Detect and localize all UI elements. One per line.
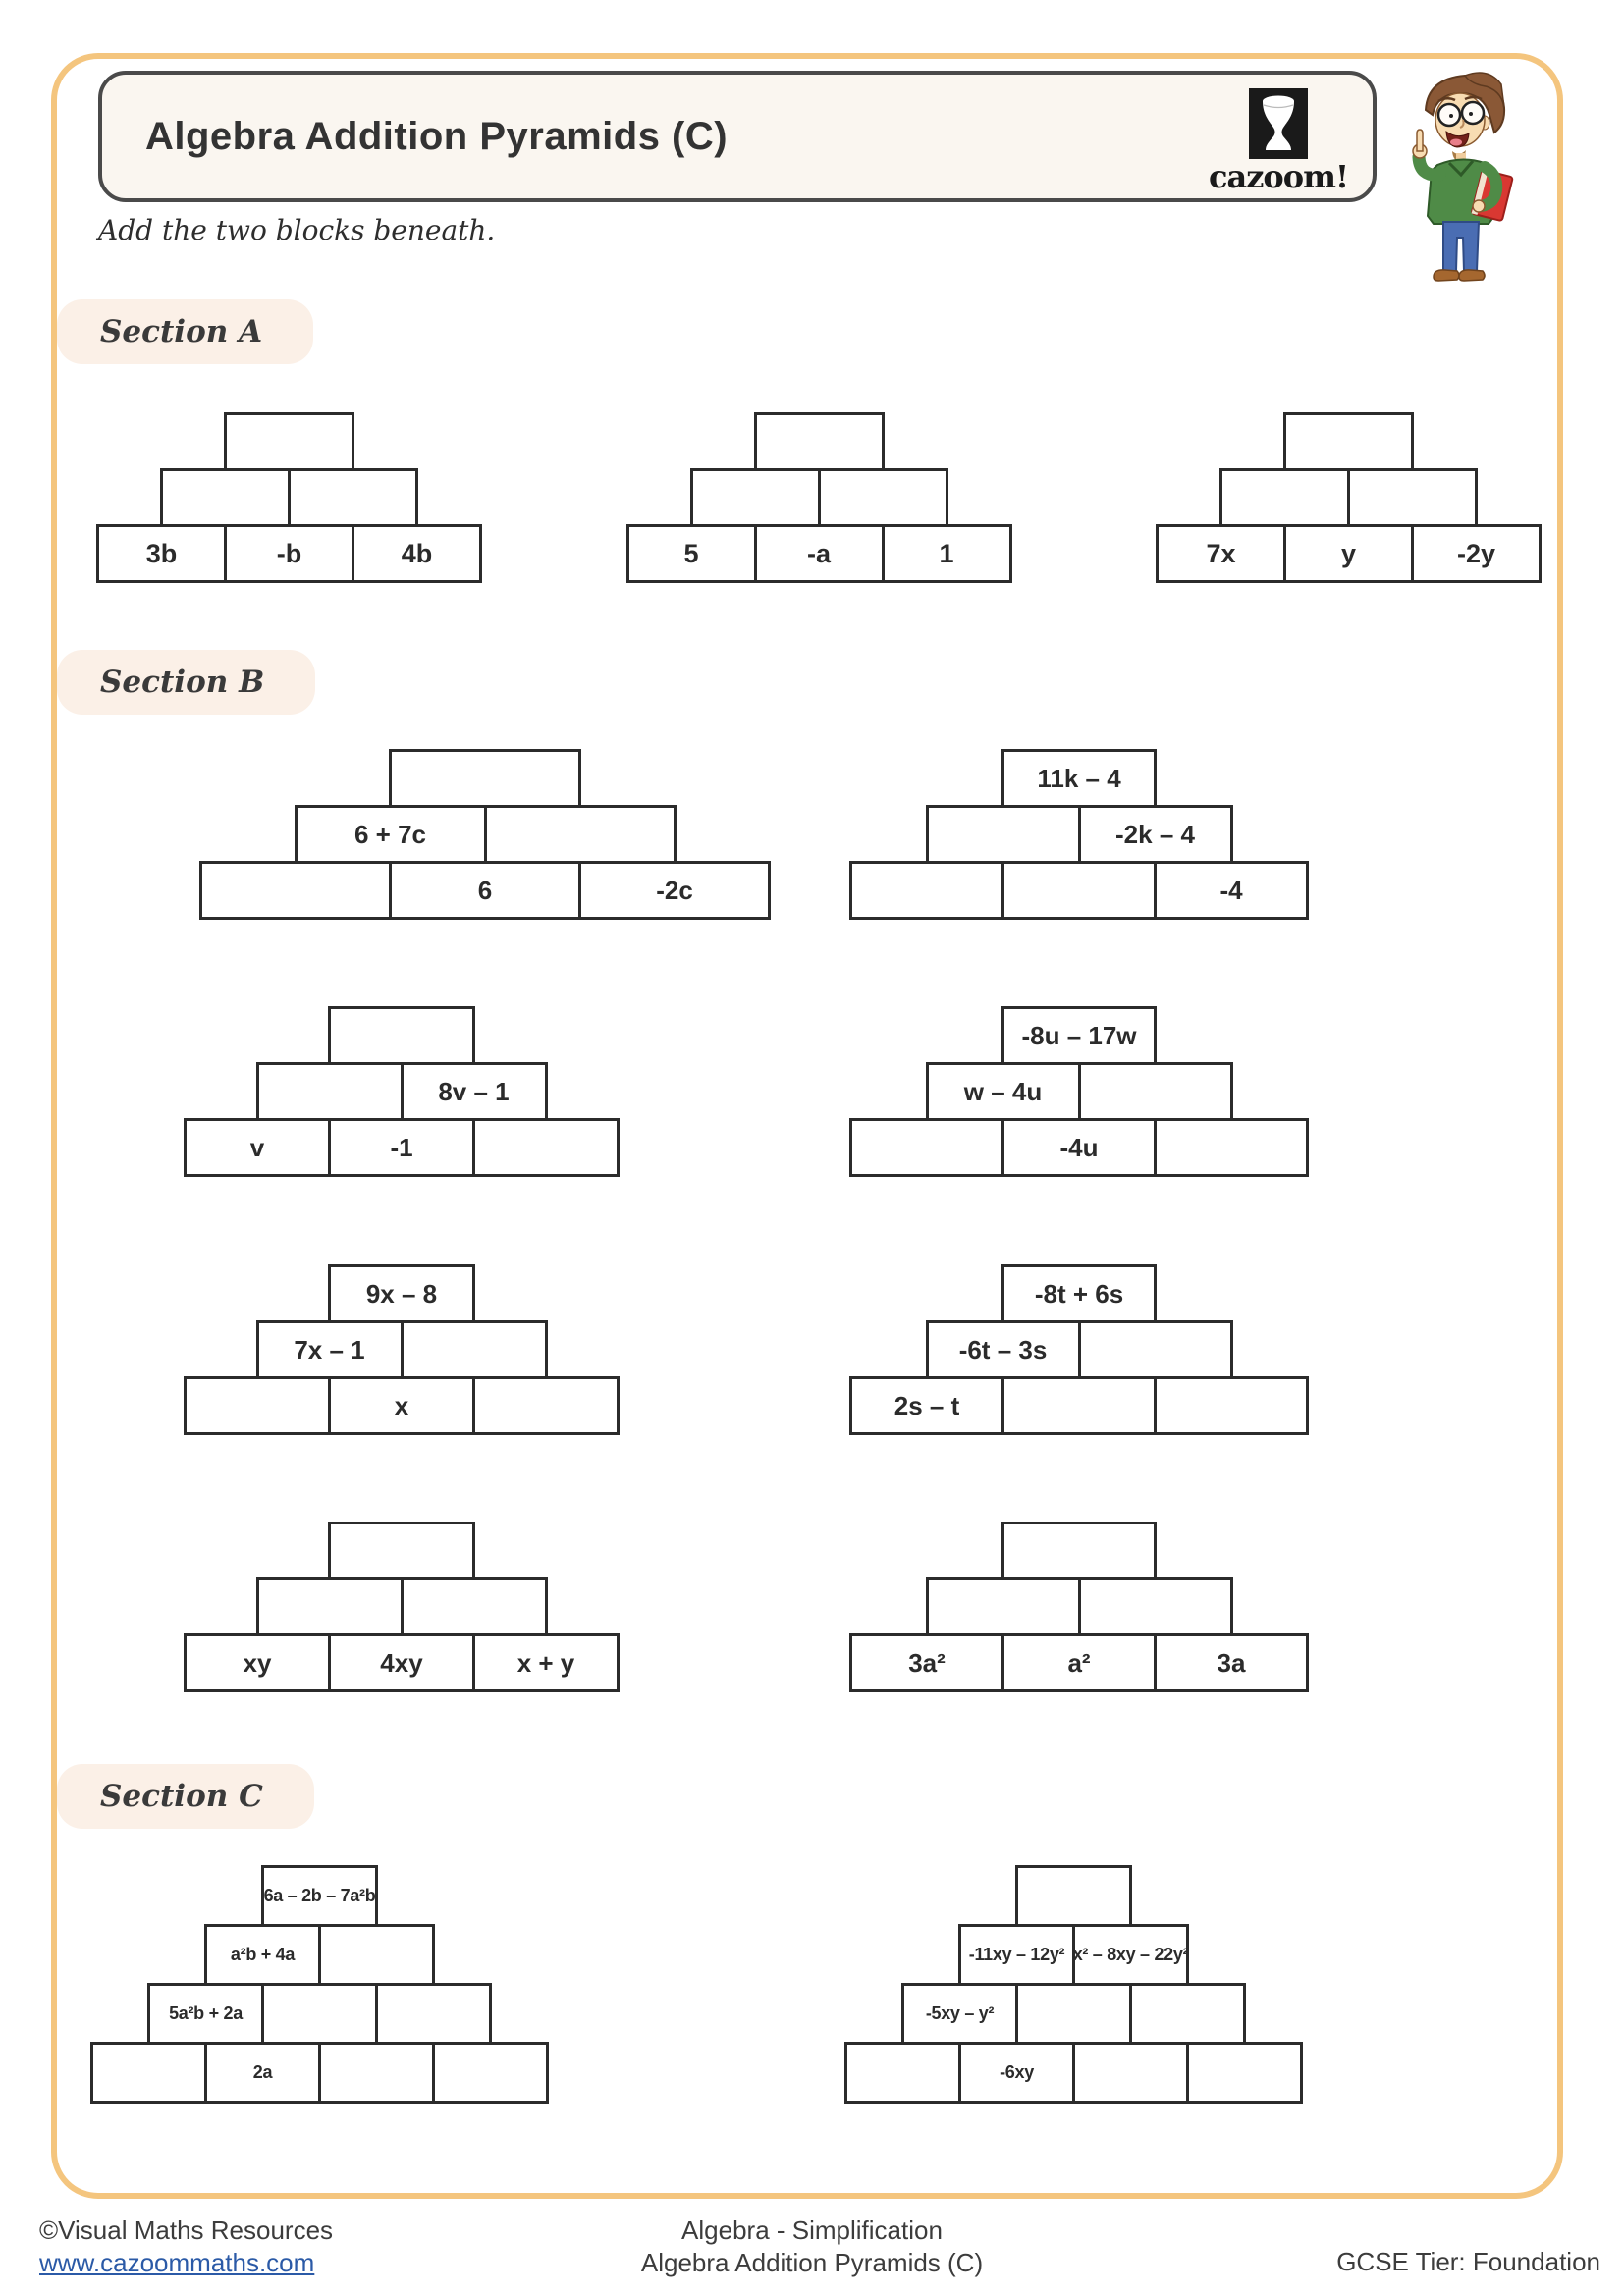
pyramid-row: [901, 1983, 1246, 2045]
pyramid-cell-empty: [401, 1577, 548, 1636]
pyramid-row: [224, 412, 354, 471]
pyramid-row: [849, 1376, 1309, 1435]
pyramid-row: [1001, 749, 1157, 808]
pyramid-row: [184, 1633, 620, 1692]
pyramid-cell-filled: -8t + 6s: [1001, 1264, 1157, 1323]
pyramid-cell-empty: [256, 1577, 404, 1636]
pyramid-row: [1001, 1006, 1157, 1065]
pyramid-row: [328, 1264, 475, 1323]
pyramid-cell-empty: [318, 1924, 435, 1986]
pyramid-row: [328, 1522, 475, 1580]
pyramid-row: [754, 412, 885, 471]
pyramid-cell-filled: -5xy – y²: [901, 1983, 1018, 2045]
pyramid-cell-filled: 2s – t: [849, 1376, 1004, 1435]
pyramid-row: [1156, 524, 1542, 583]
pyramid-cell-filled: 6 + 7c: [295, 805, 487, 864]
pyramid-a3: [1156, 412, 1542, 583]
pyramid-row: [184, 1376, 620, 1435]
pyramid-cell-empty: [432, 2042, 549, 2104]
pyramid-cell-filled: -1: [328, 1118, 475, 1177]
pyramid-cell-empty: [90, 2042, 207, 2104]
pyramid-cell-filled: -6xy: [958, 2042, 1075, 2104]
pyramid-row: [849, 1118, 1309, 1177]
pyramid-cell-empty: [328, 1006, 475, 1065]
pyramid-cell-empty: [1001, 1522, 1157, 1580]
section-b-row-4: [0, 1522, 1624, 1692]
pyramid-cell-filled: a²b + 4a: [204, 1924, 321, 1986]
pyramid-cell-filled: -6t – 3s: [926, 1320, 1081, 1379]
section-c-pyramids: [0, 1865, 1624, 2104]
pyramid-row: [1219, 468, 1478, 527]
pyramid-cell-empty: [1015, 1865, 1132, 1927]
pyramid-row: [1015, 1865, 1132, 1927]
pyramid-row: [926, 1320, 1233, 1379]
pyramid-cell-filled: 6: [389, 861, 581, 920]
pyramid-cell-empty: [1186, 2042, 1303, 2104]
pyramid-row: [147, 1983, 492, 2045]
pyramid-cell-filled: -b: [224, 524, 354, 583]
pyramid-b2: [849, 749, 1309, 920]
pyramid-row: [256, 1062, 548, 1121]
pyramid-c2: [844, 1865, 1303, 2104]
pyramid-cell-empty: [1347, 468, 1478, 527]
pyramid-cell-empty: [1154, 1118, 1309, 1177]
pyramid-cell-empty: [261, 1983, 378, 2045]
pyramid-cell-filled: x + y: [472, 1633, 620, 1692]
pyramid-cell-empty: [1129, 1983, 1246, 2045]
pyramid-row: [256, 1320, 548, 1379]
pyramid-a1: [96, 412, 482, 583]
pyramid-row: [926, 1062, 1233, 1121]
pyramid-row: [1001, 1264, 1157, 1323]
pyramid-row: [261, 1865, 378, 1927]
pyramid-b7: [184, 1522, 620, 1692]
instruction-text: Add the two blocks beneath.: [98, 214, 496, 246]
pyramid-cell-filled: -4u: [1001, 1118, 1157, 1177]
pyramid-b6: [849, 1264, 1309, 1435]
djembe-drum-icon: [1249, 88, 1308, 159]
worksheet-name-text: Algebra Addition Pyramids (C): [640, 2248, 984, 2277]
pyramid-cell-filled: -4: [1154, 861, 1309, 920]
cazoom-logo: [1209, 88, 1348, 195]
pyramid-row: [90, 2042, 549, 2104]
pyramid-cell-empty: [849, 1118, 1004, 1177]
pyramid-cell-empty: [844, 2042, 961, 2104]
section-a-label: Section A: [100, 314, 263, 349]
pyramid-row: [96, 524, 482, 583]
pyramid-cell-empty: [472, 1118, 620, 1177]
pyramid-cell-empty: [754, 412, 885, 471]
pyramid-row: [1001, 1522, 1157, 1580]
pyramid-b5: [184, 1264, 620, 1435]
pyramid-cell-empty: [1072, 2042, 1189, 2104]
pyramid-row: [844, 2042, 1303, 2104]
pyramid-cell-filled: 2a: [204, 2042, 321, 2104]
pyramid-cell-filled: w – 4u: [926, 1062, 1081, 1121]
pyramid-cell-empty: [472, 1376, 620, 1435]
pyramid-cell-empty: [199, 861, 392, 920]
pyramid-cell-empty: [849, 861, 1004, 920]
pyramid-cell-empty: [256, 1062, 404, 1121]
pyramid-row: [849, 861, 1309, 920]
pyramid-cell-empty: [318, 2042, 435, 2104]
pyramid-cell-empty: [926, 1577, 1081, 1636]
pyramid-cell-empty: [1154, 1376, 1309, 1435]
pyramid-cell-empty: [1078, 1062, 1233, 1121]
section-b-banner: [57, 650, 315, 715]
pyramid-cell-filled: -2y: [1411, 524, 1542, 583]
section-b-row-1: [0, 749, 1624, 920]
section-c-label: Section C: [100, 1779, 263, 1814]
website-link[interactable]: www.cazoommaths.com: [39, 2248, 315, 2277]
pyramid-cell-filled: 9x – 8: [328, 1264, 475, 1323]
pyramid-cell-empty: [690, 468, 821, 527]
pyramid-cell-empty: [484, 805, 677, 864]
pyramid-cell-empty: [1001, 1376, 1157, 1435]
pyramid-a2: [626, 412, 1012, 583]
pyramid-row: [204, 1924, 435, 1986]
pyramid-cell-filled: 5: [626, 524, 757, 583]
pyramid-cell-empty: [401, 1320, 548, 1379]
pyramid-row: [389, 749, 581, 808]
section-a-pyramids: [0, 412, 1624, 583]
pyramid-cell-empty: [1001, 861, 1157, 920]
pyramid-c1: [90, 1865, 549, 2104]
teacher-illustration: [1406, 69, 1534, 290]
pyramid-row: [690, 468, 948, 527]
pyramid-cell-filled: 4xy: [328, 1633, 475, 1692]
pyramid-cell-empty: [375, 1983, 492, 2045]
pyramid-row: [1283, 412, 1414, 471]
pyramid-cell-filled: x² – 8xy – 22y²: [1072, 1924, 1189, 1986]
pyramid-cell-empty: [160, 468, 291, 527]
pyramid-b8: [849, 1522, 1309, 1692]
page-footer: [0, 2215, 1624, 2293]
pyramid-cell-empty: [389, 749, 581, 808]
section-b-label: Section B: [100, 665, 265, 700]
pyramid-cell-filled: -2k – 4: [1078, 805, 1233, 864]
pyramid-cell-filled: 4b: [352, 524, 482, 583]
pyramid-cell-empty: [328, 1522, 475, 1580]
pyramid-row: [328, 1006, 475, 1065]
pyramid-cell-filled: 3a²: [849, 1633, 1004, 1692]
pyramid-cell-filled: -11xy – 12y²: [958, 1924, 1075, 1986]
pyramid-cell-filled: 11k – 4: [1001, 749, 1157, 808]
pyramid-cell-empty: [1078, 1320, 1233, 1379]
pyramid-row: [184, 1118, 620, 1177]
pyramid-cell-empty: [288, 468, 418, 527]
pyramid-cell-empty: [184, 1376, 331, 1435]
pyramid-cell-filled: -a: [754, 524, 885, 583]
pyramid-row: [256, 1577, 548, 1636]
tier-text: GCSE Tier: Foundation: [1336, 2247, 1600, 2276]
topic-text: Algebra - Simplification: [681, 2216, 943, 2245]
pyramid-cell-filled: 8v – 1: [401, 1062, 548, 1121]
pyramid-cell-empty: [1219, 468, 1350, 527]
section-b-row-2: [0, 1006, 1624, 1177]
pyramid-cell-filled: 5a²b + 2a: [147, 1983, 264, 2045]
logo-wordmark: cazoom!: [1209, 158, 1348, 195]
pyramid-cell-filled: a²: [1001, 1633, 1157, 1692]
pyramid-cell-empty: [926, 805, 1081, 864]
pyramid-cell-filled: -2c: [578, 861, 771, 920]
pyramid-cell-filled: 3b: [96, 524, 227, 583]
pyramid-cell-filled: v: [184, 1118, 331, 1177]
page-title: Algebra Addition Pyramids (C): [145, 114, 729, 158]
pyramid-b4: [849, 1006, 1309, 1177]
pyramid-row: [160, 468, 418, 527]
pyramid-cell-filled: xy: [184, 1633, 331, 1692]
pyramid-cell-filled: 6a – 2b – 7a²b: [261, 1865, 378, 1927]
pyramid-b3: [184, 1006, 620, 1177]
pyramid-row: [199, 861, 771, 920]
section-c-banner: [57, 1764, 314, 1829]
pyramid-cell-empty: [1283, 412, 1414, 471]
pyramid-row: [958, 1924, 1189, 1986]
pyramid-cell-filled: 3a: [1154, 1633, 1309, 1692]
pyramid-cell-filled: 7x – 1: [256, 1320, 404, 1379]
pyramid-cell-filled: y: [1283, 524, 1414, 583]
section-b-row-3: [0, 1264, 1624, 1435]
pyramid-cell-empty: [818, 468, 948, 527]
pyramid-cell-filled: -8u – 17w: [1001, 1006, 1157, 1065]
pyramid-row: [626, 524, 1012, 583]
pyramid-cell-empty: [1015, 1983, 1132, 2045]
pyramid-b1: [199, 749, 771, 920]
section-a-banner: [57, 299, 313, 364]
pyramid-row: [849, 1633, 1309, 1692]
pyramid-cell-filled: 1: [882, 524, 1012, 583]
worksheet-header: [98, 71, 1377, 202]
pyramid-row: [926, 1577, 1233, 1636]
copyright-text: ©Visual Maths Resources: [39, 2216, 334, 2245]
pyramid-row: [926, 805, 1233, 864]
pyramid-row: [295, 805, 677, 864]
pyramid-cell-empty: [224, 412, 354, 471]
pyramid-cell-empty: [1078, 1577, 1233, 1636]
pyramid-cell-filled: x: [328, 1376, 475, 1435]
pyramid-cell-filled: 7x: [1156, 524, 1286, 583]
